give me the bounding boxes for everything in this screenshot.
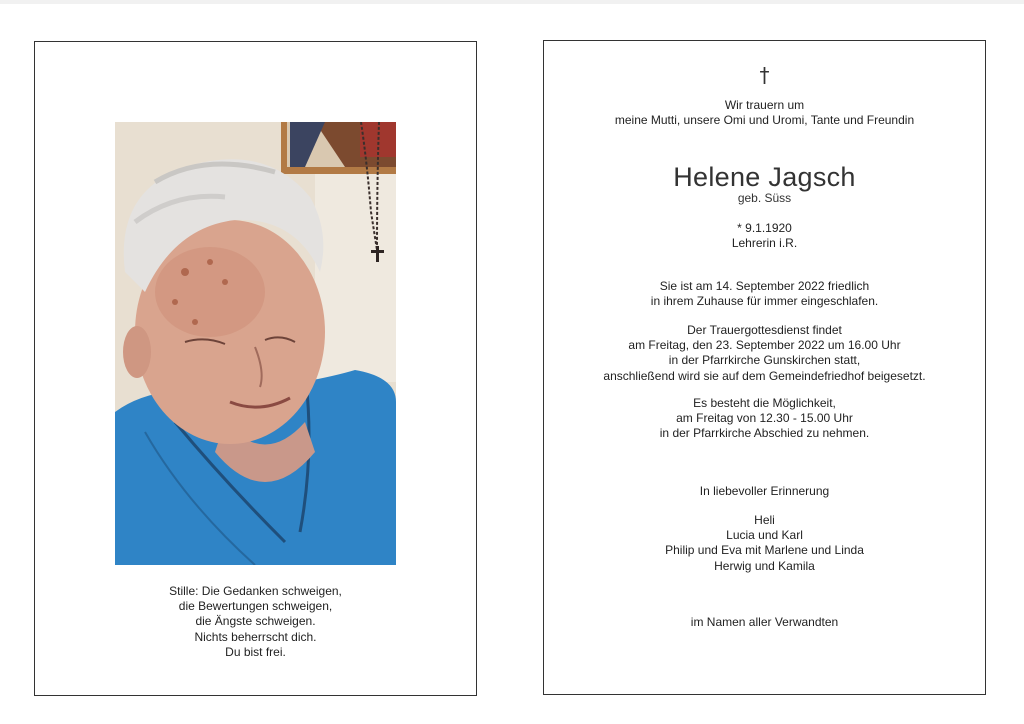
farewell-line: am Freitag von 12.30 - 15.00 Uhr — [676, 411, 853, 426]
obituary-card — [543, 40, 986, 695]
poem-line: die Ängste schweigen. — [195, 614, 316, 629]
service-line: anschließend wird sie auf dem Gemeindefriedhof beigesetzt. — [603, 368, 926, 383]
relatives-note: im Namen aller Verwandten — [690, 615, 839, 629]
deceased-name: Helene Jagsch — [673, 162, 856, 192]
poem — [35, 584, 476, 660]
intro-line: Wir trauern um — [724, 98, 805, 112]
portrait-illustration — [115, 122, 396, 565]
birth-info — [544, 221, 985, 251]
intro-line: meine Mutti, unsere Omi und Uromi, Tante und Freundin — [614, 113, 915, 128]
intro — [544, 98, 985, 128]
poem-line: Stille: Die Gedanken schweigen, — [169, 584, 342, 598]
profession: Lehrerin i.R. — [731, 236, 798, 251]
death-notice-line: Sie ist am 14. September 2022 friedlich — [659, 279, 870, 293]
cross-icon: † — [759, 63, 770, 87]
death-notice — [544, 279, 985, 309]
farewell-line: in der Pfarrkirche Abschied zu nehmen. — [659, 426, 870, 441]
service-line: am Freitag, den 23. September 2022 um 16.00 Uhr — [628, 338, 901, 353]
birth-name: geb. Süss — [737, 191, 792, 205]
family-member: Philip und Eva mit Marlene und Linda — [665, 543, 864, 558]
family-member: Heli — [754, 513, 775, 527]
portrait-photo — [115, 122, 396, 565]
birth-date: * 9.1.1920 — [737, 221, 792, 235]
poem-line: Nichts beherrscht dich. — [194, 629, 317, 644]
family-list — [544, 513, 985, 574]
memory-heading: In liebevoller Erinnerung — [699, 484, 830, 498]
poem-line: die Bewertungen schweigen, — [178, 599, 333, 614]
family-member: Herwig und Kamila — [714, 558, 815, 573]
poem-line: Du bist frei. — [225, 644, 286, 659]
family-member: Lucia und Karl — [726, 528, 803, 543]
death-notice-line: in ihrem Zuhause für immer eingeschlafen. — [650, 294, 879, 309]
scan-edge — [0, 0, 1024, 4]
funeral-service — [544, 323, 985, 384]
photo-card — [34, 41, 477, 696]
farewell-line: Es besteht die Möglichkeit, — [693, 396, 836, 410]
service-line: in der Pfarrkirche Gunskirchen statt, — [668, 353, 861, 368]
service-line: Der Trauergottesdienst findet — [687, 323, 842, 337]
farewell-info — [544, 396, 985, 442]
